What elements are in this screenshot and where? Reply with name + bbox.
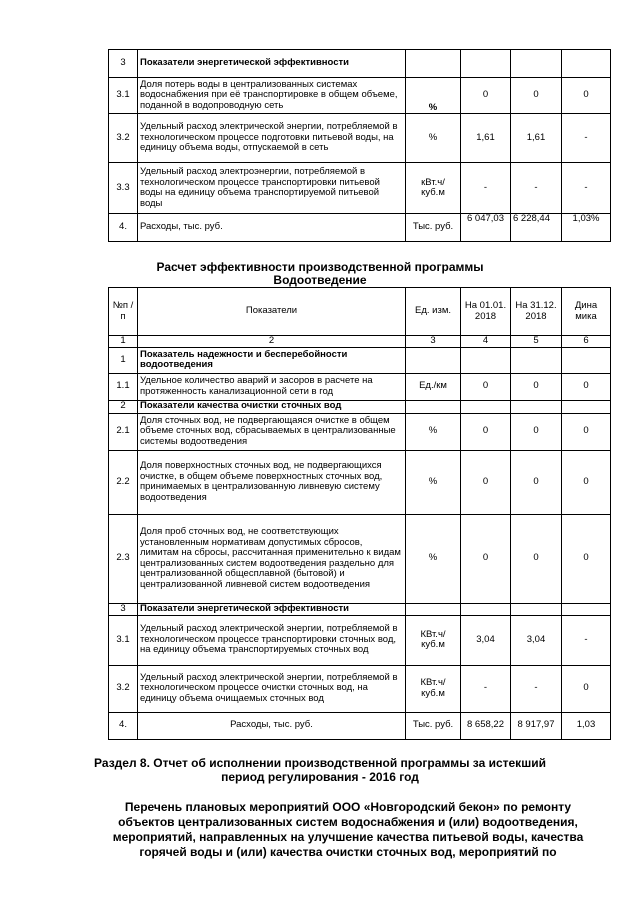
table-row: 4. Расходы, тыс. руб. Тыс. руб. 8 658,22 8 917,97 1,03 xyxy=(109,712,611,739)
table-header-row: №п /п Показатели Ед. изм. На 01.01. 2018 На 31.12. 2018 Дина мика xyxy=(109,288,611,336)
column-numbers-row: 1 2 3 4 5 6 xyxy=(109,336,611,348)
table-row: 3.2 Удельный расход электрической энергии, потребляемой в технологическом процессе подготовки питьевой воды, на единицу объема воды, отпускаемой в сеть % 1,61 1,61 - xyxy=(109,114,611,163)
section8-title-line1: Раздел 8. Отчет об исполнении производственной программы за истекший xyxy=(94,756,546,770)
measures-heading-line3: мероприятий, направленных на улучшение качества питьевой воды, качества xyxy=(112,830,584,844)
table-row: 2.1 Доля сточных вод, не подвергающаяся очистке в общем объеме сточных вод, сбрасываемых в централизованные системы водоотведения % 0 0 0 xyxy=(109,413,611,450)
section-title-line2: Водоотведение xyxy=(273,273,367,287)
table-row: 3.1 Удельный расход электрической энергии, потребляемой в технологическом процессе транспортировки сточных вод, на единицу объема транспортируемых сточных вод КВт.ч/ куб.м 3,04 3,04 - xyxy=(109,615,611,665)
table-row: 2 Показатели качества очистки сточных вод xyxy=(109,400,611,413)
table-row: 1 Показатель надежности и бесперебойности водоотведения xyxy=(109,347,611,373)
table-row: 3 Показатели энергетической эффективности xyxy=(109,603,611,615)
wastewater-program-table xyxy=(108,287,611,740)
table-row: 1.1 Удельное количество аварий и засоров в расчете на протяженность канализационной сети в год Ед./км 0 0 0 xyxy=(109,373,611,400)
section-title-line1: Расчет эффективности производственной программы xyxy=(156,260,484,274)
measures-heading-line4: горячей воды и (или) качества очистки сточных вод, мероприятий по xyxy=(139,845,557,859)
table-row: 3.2 Удельный расход электрической энергии, потребляемой в технологическом процессе очистки сточных вод, на единицу объема очищаемых сточных вод КВт.ч/ куб.м - - 0 xyxy=(109,665,611,712)
table-row: 2.2 Доля поверхностных сточных вод, не подвергающихся очистке, в общем объеме поверхностных сточных вод, принимаемых в централизованную ливневую систему водоотведения % 0 0 0 xyxy=(109,450,611,514)
table-row: 3.3 Удельный расход электроэнергии, потребляемой в технологическом процессе транспортировки питьевой воды на единицу объема транспортируемой питьевой воды кВт.ч/ куб.м - - - xyxy=(109,163,611,214)
measures-heading-line2: объектов централизованных систем водоснабжения и (или) водоотведения, xyxy=(118,815,578,829)
section8-title-line2: период регулирования - 2016 год xyxy=(221,770,419,784)
table-row: 4. Расходы, тыс. руб. Тыс. руб. 6 047,03 6 228,44 1,03% xyxy=(109,214,611,242)
table-row: 3 Показатели энергетической эффективности xyxy=(109,50,611,78)
table-row: 2.3 Доля проб сточных вод, не соответствующих установленным нормативам допустимых сбросов, лимитам на сбросы, рассчитанная применительно к видам централизованных систем водоотведения раздельно для централизованной общесплавной (бытовой) и централизованной ливневой систем водоотведения % 0 0 0 xyxy=(109,514,611,603)
measures-heading-line1: Перечень плановых мероприятий ООО «Новгородский бекон» по ремонту xyxy=(124,800,572,814)
water-supply-indicators-table xyxy=(108,49,611,242)
table-row: 3.1 Доля потерь воды в централизованных системах водоснабжения при её транспортировке в общем объеме, поданной в водопроводную сеть % 0 0 0 xyxy=(109,78,611,114)
